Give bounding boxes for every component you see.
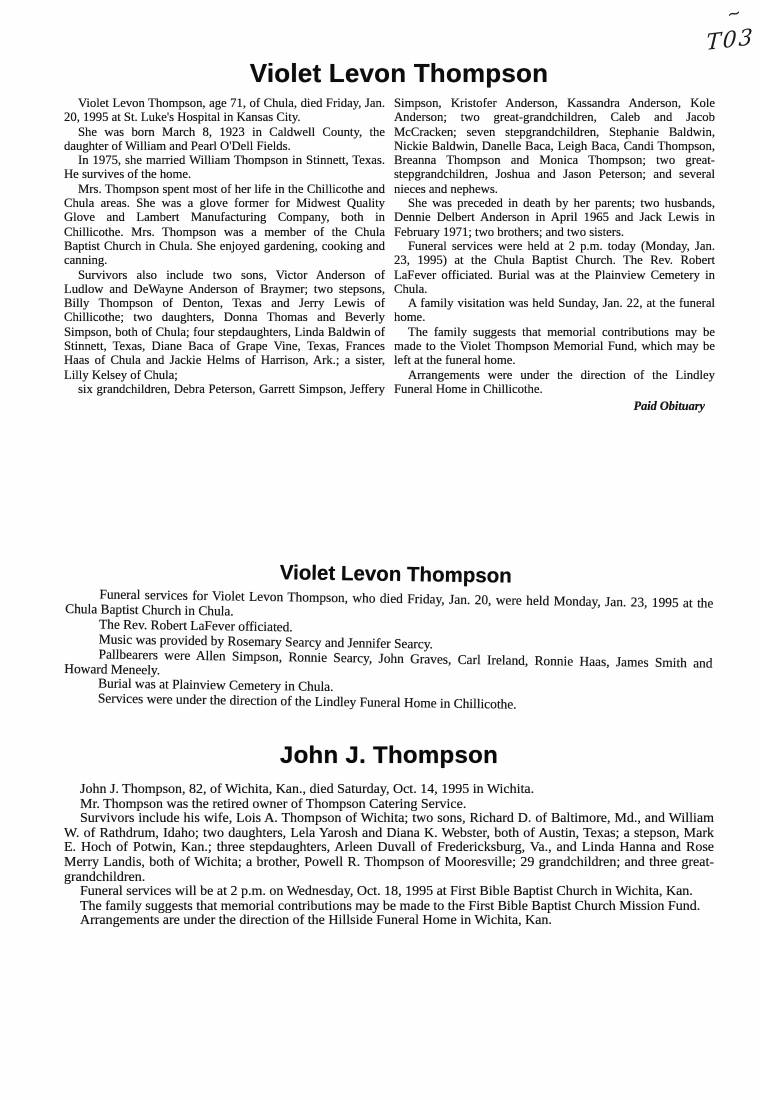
obituary-paragraph: Survivors include his wife, Lois A. Thompson of Wichita; two sons, Richard D. of Baltimore, Md., and William W. of Rathdrum, Idaho; two daughters, Lela Yarosh and Diana K. Webster, both of Austin, Texas; a stepson, Mark E. Hoch of Potwin, Kan.; three stepdaughters, Arleen Duvall of Fredericksburg, Va., and Linda Hanna and Rose Merry Landis, both of Wichita; a brother, Powell R. Thompson of Mooresville; 29 grandchildren; and three great-grandchildren. <box>64 811 714 885</box>
funeral-notice-paragraph: Services were under the direction of the Lindley Funeral Home in Chillicothe. <box>97 690 517 713</box>
obituary-columns <box>64 96 716 414</box>
funeral-notice-paragraph: Burial was at Plainview Cemetery in Chula. <box>98 675 334 695</box>
obituary-column-right <box>394 96 715 414</box>
obituary-paragraph: A family visitation was held Sunday, Jan. 22, at the funeral home. <box>394 296 715 325</box>
obituary-title: Violet Levon Thompson <box>249 58 549 88</box>
funeral-notice-paragraph: Pallbearers were Allen Simpson, Ronnie Searcy, John Graves, Carl Ireland, Ronnie Haas, James Smith and Howard Meneely. <box>64 646 713 677</box>
obituary-column-left <box>64 96 385 414</box>
obituary-paragraph: Funeral services were held at 2 p.m. today (Monday, Jan. 23, 1995) at the Chula Baptist Church. The Rev. Robert LaFever officiated. Burial was at the Plainview Cemetery in Chula. <box>394 238 715 296</box>
obituary-paragraph: Funeral services will be at 2 p.m. on Wednesday, Oct. 18, 1995 at First Bible Baptist Church in Wichita, Kan. <box>80 884 693 900</box>
handwritten-squiggle-mark: ~ <box>724 2 744 26</box>
funeral-notice-title: Violet Levon Thompson <box>279 561 512 588</box>
obituary-paragraph: In 1975, she married William Thompson in Stinnett, Texas. He survives of the home. <box>64 153 385 182</box>
handwritten-code: T03 <box>705 24 756 57</box>
obituary-paragraph: The family suggests that memorial contributions may be made to the Violet Thompson Memorial Fund, which may be left at the funeral home. <box>394 324 715 368</box>
funeral-notice-violet-thompson <box>64 558 714 716</box>
obituary-paragraph: Violet Levon Thompson, age 71, of Chula, died Friday, Jan. 20, 1995 at St. Luke's Hospital in Kansas City. <box>64 96 385 125</box>
obituary-paragraph: John J. Thompson, 82, of Wichita, Kan., died Saturday, Oct. 14, 1995 in Wichita. <box>80 782 535 797</box>
obituary-paragraph: The family suggests that memorial contributions may be made to the First Bible Baptist Church Mission Fund. <box>80 898 701 914</box>
obituary-paragraph: Mr. Thompson was the retired owner of Thompson Catering Service. <box>80 796 467 812</box>
obituary-paragraph: six grandchildren, Debra Peterson, Garrett Simpson, Jeffery <box>78 381 385 396</box>
obituary-title: John J. Thompson <box>279 742 499 769</box>
obituary-violet-thompson <box>64 58 716 414</box>
obituary-paragraph: Arrangements are under the direction of the Hillside Funeral Home in Wichita, Kan. <box>80 913 552 929</box>
paid-obituary-byline: Paid Obituary <box>633 399 705 414</box>
obituary-paragraph: She was preceded in death by her parents; two husbands, Dennie Delbert Anderson in April 1965 and Jack Lewis in February 1971; two brothers; and two sisters. <box>394 196 715 239</box>
obituary-paragraph: Mrs. Thompson spent most of her life in the Chillicothe and Chula areas. She was a glove former for Midwest Quality Glove and Lambert Manufacturing Company, both in Chillicothe. Mrs. Thompson was a member of the Chula Baptist Church in Chula. She enjoyed gardening, cooking and canning. <box>64 181 385 268</box>
funeral-notice-paragraph: The Rev. Robert LaFever officiated. <box>98 616 293 635</box>
obituary-paragraph: Survivors also include two sons, Victor Anderson of Ludlow and DeWayne Anderson of Braymer; two stepsons, Billy Thompson of Denton, Texas and Jerry Lewis of Chillicothe; two daughters, Donna Thomas and Beverly Simpson, both of Chula; four stepdaughters, Linda Baldwin of Stinnett, Texas, Diane Baca of Grape Vine, Texas, Frances Haas of Chula and Jackie Helms of Harrison, Ark.; a sister, Lilly Kelsey of Chula; <box>64 267 385 382</box>
funeral-notice-paragraph: Music was provided by Rosemary Searcy and Jennifer Searcy. <box>98 631 434 652</box>
obituary-paragraph: Simpson, Kristofer Anderson, Kassandra Anderson, Kole Anderson; two great-grandchildren, Caleb and Jacob McCracken; seven stepgrandchildren, Stephanie Baldwin, Nickie Baldwin, Danelle Baca, Leigh Baca, Candi Thompson, Breanna Thompson and Monica Thompson; two great-stepgrandchildren, Joshua and Jason Peterson; and several nieces and nephews. <box>394 96 715 196</box>
obituary-john-thompson <box>64 742 714 929</box>
funeral-notice-paragraph: Funeral services for Violet Levon Thompson, who died Friday, Jan. 20, were held Monday, Jan. 23, 1995 at the Chula Baptist Church in Chula. <box>65 586 714 619</box>
obituary-paragraph: Arrangements were under the direction of the Lindley Funeral Home in Chillicothe. <box>394 367 715 396</box>
obituary-paragraph: She was born March 8, 1923 in Caldwell County, the daughter of William and Pearl O'Dell Fields. <box>64 124 385 153</box>
